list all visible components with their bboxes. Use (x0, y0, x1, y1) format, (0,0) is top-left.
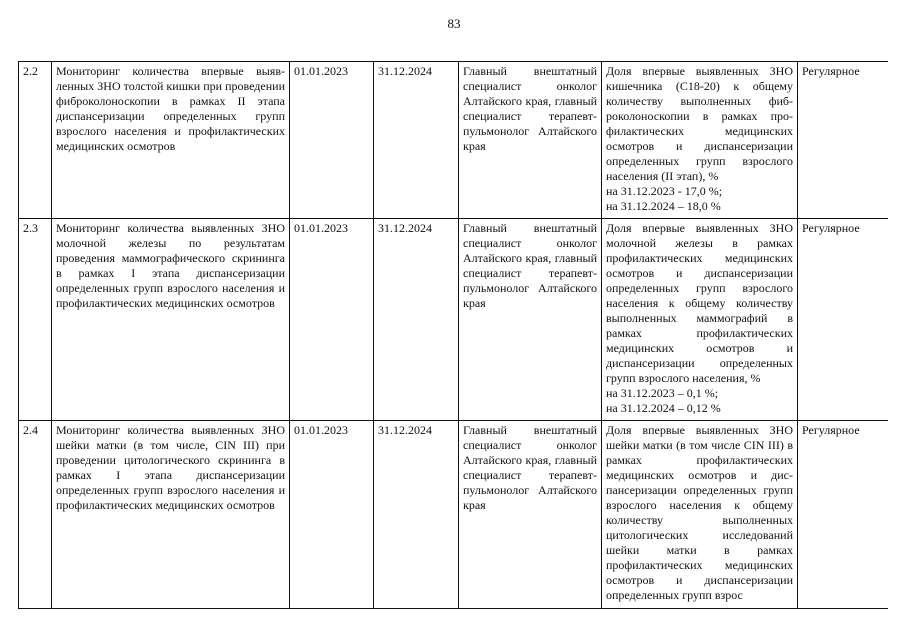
table-row (19, 62, 889, 219)
end-date: 31.12.2024 (374, 62, 459, 219)
periodicity: Регулярное (798, 219, 889, 421)
periodicity: Регулярное (798, 421, 889, 609)
indicator-value-2023: на 31.12.2023 – 0,1 %; (606, 386, 719, 400)
end-date: 31.12.2024 (374, 219, 459, 421)
measures-table-wrap (18, 61, 888, 640)
start-date: 01.01.2023 (290, 219, 374, 421)
row-number: 2.4 (19, 421, 52, 609)
end-date: 31.12.2024 (374, 421, 459, 609)
responsible-persons: Главный внештатный специалист онколог Алтайского края, главный специалист терапевт-пульмонолог Алтайского края (459, 219, 602, 421)
start-date: 01.01.2023 (290, 62, 374, 219)
periodicity: Регулярное (798, 62, 889, 219)
indicator-cell (602, 219, 798, 421)
measures-table (18, 61, 888, 609)
indicator-value-2023: на 31.12.2023 - 17,0 %; (606, 184, 723, 198)
measure-name: Мониторинг количества выявленных ЗНО шейки матки (в том числе, CIN III) при проведении цитологического скрининга в рамках I этапа диспансеризации определенных групп взрослого населения и профилактических медицинских осмотров (52, 421, 290, 609)
row-number: 2.3 (19, 219, 52, 421)
indicator-text: Доля впервые выявленных ЗНО шейки матки (в том числе CIN III) в рамках профилактических медицинских осмотров и диспансеризации определенных групп взрослого населения к общему количеству выполненных цитологических исследований шейки матки в рамках профилактических медицинских осмотров и диспансеризации определенных групп взрос (606, 423, 793, 602)
responsible-persons: Главный внештатный специалист онколог Алтайского края, главный специалист терапевт-пульмонолог Алтайского края (459, 421, 602, 609)
indicator-cell (602, 421, 798, 609)
indicator-value-2024: на 31.12.2024 – 0,12 % (606, 401, 721, 415)
indicator-text: Доля впервые выявленных ЗНО молочной железы в рамках профилактических медицинских осмотров и диспансеризации определенных групп взрослого населения к общему количеству выполненных маммографий в рамках профилактических медицинских осмотров и диспансеризации определенных групп взрослого населения, % (606, 221, 793, 385)
table-row (19, 219, 889, 421)
indicator-cell (602, 62, 798, 219)
measure-name: Мониторинг количества выявленных ЗНО молочной железы по результатам проведения маммографического скрининга в рамках I этапа диспансеризации определенных групп взрослого населения и профилактических медицинских осмотров (52, 219, 290, 421)
measure-name: Мониторинг количества впервые выявленных ЗНО толстой кишки при проведении фиброколоноскопии в рамках II этапа диспансеризации определенных групп взрослого населения и профилактических медицинских осмотров (52, 62, 290, 219)
table-row (19, 421, 889, 609)
start-date: 01.01.2023 (290, 421, 374, 609)
responsible-persons: Главный внештатный специалист онколог Алтайского края, главный специалист терапевт-пульмонолог Алтайского края (459, 62, 602, 219)
indicator-value-2024: на 31.12.2024 – 18,0 % (606, 199, 721, 213)
row-number: 2.2 (19, 62, 52, 219)
indicator-text: Доля впервые выявленных ЗНО кишечника (С18-20) к общему количеству выполненных фиброколоноскопии в рамках профилактических медицинских осмотров и диспансеризации определенных групп взрослого населения (II этап), % (606, 64, 793, 183)
page-number: 83 (447, 16, 461, 31)
